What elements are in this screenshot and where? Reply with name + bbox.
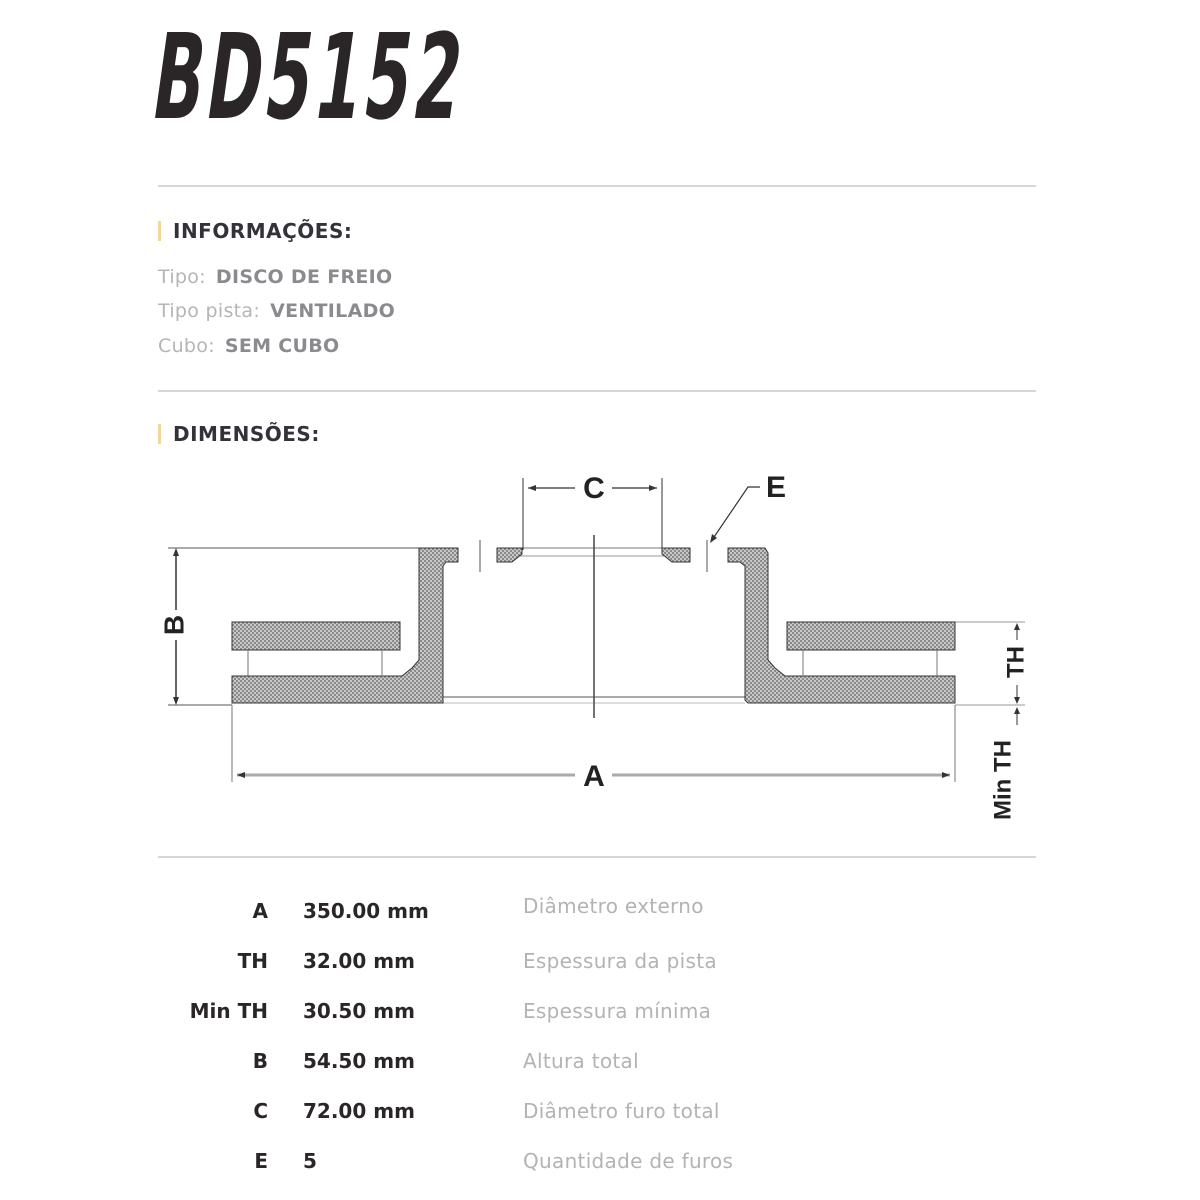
info-row-cubo — [158, 335, 340, 357]
label-a: A — [583, 760, 605, 793]
spec-description: Altura total — [523, 1049, 639, 1073]
spec-value: 72.00 mm — [303, 1099, 415, 1123]
spec-description: Espessura da pista — [523, 949, 717, 973]
spec-key: A — [252, 899, 268, 923]
divider-top — [158, 185, 1036, 187]
info-heading-label: INFORMAÇÕES: — [173, 219, 353, 243]
spec-description: Diâmetro externo — [523, 894, 704, 918]
info-value: VENTILADO — [270, 300, 396, 322]
spec-value: 5 — [303, 1149, 317, 1173]
spec-description: Quantidade de furos — [523, 1149, 734, 1173]
label-c: C — [583, 472, 605, 505]
info-label: Cubo: — [158, 335, 215, 357]
divider-bottom — [158, 856, 1036, 858]
info-row-tipo-pista — [158, 300, 395, 322]
label-th: TH — [1002, 646, 1030, 678]
spec-key: E — [254, 1149, 268, 1173]
label-b: B — [158, 614, 190, 636]
product-code-title: BD5152 — [145, 8, 475, 146]
info-section-heading — [158, 219, 352, 243]
dimensions-heading-label: DIMENSÕES: — [173, 422, 320, 446]
info-row-tipo — [158, 266, 393, 288]
spec-description: Espessura mínima — [523, 999, 712, 1023]
spec-value: 32.00 mm — [303, 949, 415, 973]
info-value: DISCO DE FREIO — [215, 266, 393, 288]
brake-disc-cross-section-diagram — [0, 460, 1200, 840]
label-e: E — [765, 471, 787, 504]
spec-key: Min TH — [189, 999, 268, 1023]
info-label: Tipo pista: — [158, 300, 261, 322]
divider-middle — [158, 390, 1036, 392]
spec-value: 30.50 mm — [303, 999, 415, 1023]
label-min-th: Min TH — [989, 740, 1017, 820]
spec-key: C — [253, 1099, 268, 1123]
spec-value: 350.00 mm — [303, 899, 429, 923]
info-value: SEM CUBO — [224, 335, 340, 357]
spec-key: TH — [237, 949, 268, 973]
spec-key: B — [252, 1049, 268, 1073]
info-label: Tipo: — [158, 266, 206, 288]
spec-description: Diâmetro furo total — [523, 1099, 720, 1123]
spec-value: 54.50 mm — [303, 1049, 415, 1073]
accent-bar — [158, 221, 161, 241]
accent-bar — [158, 424, 161, 444]
dimensions-section-heading — [158, 422, 320, 446]
